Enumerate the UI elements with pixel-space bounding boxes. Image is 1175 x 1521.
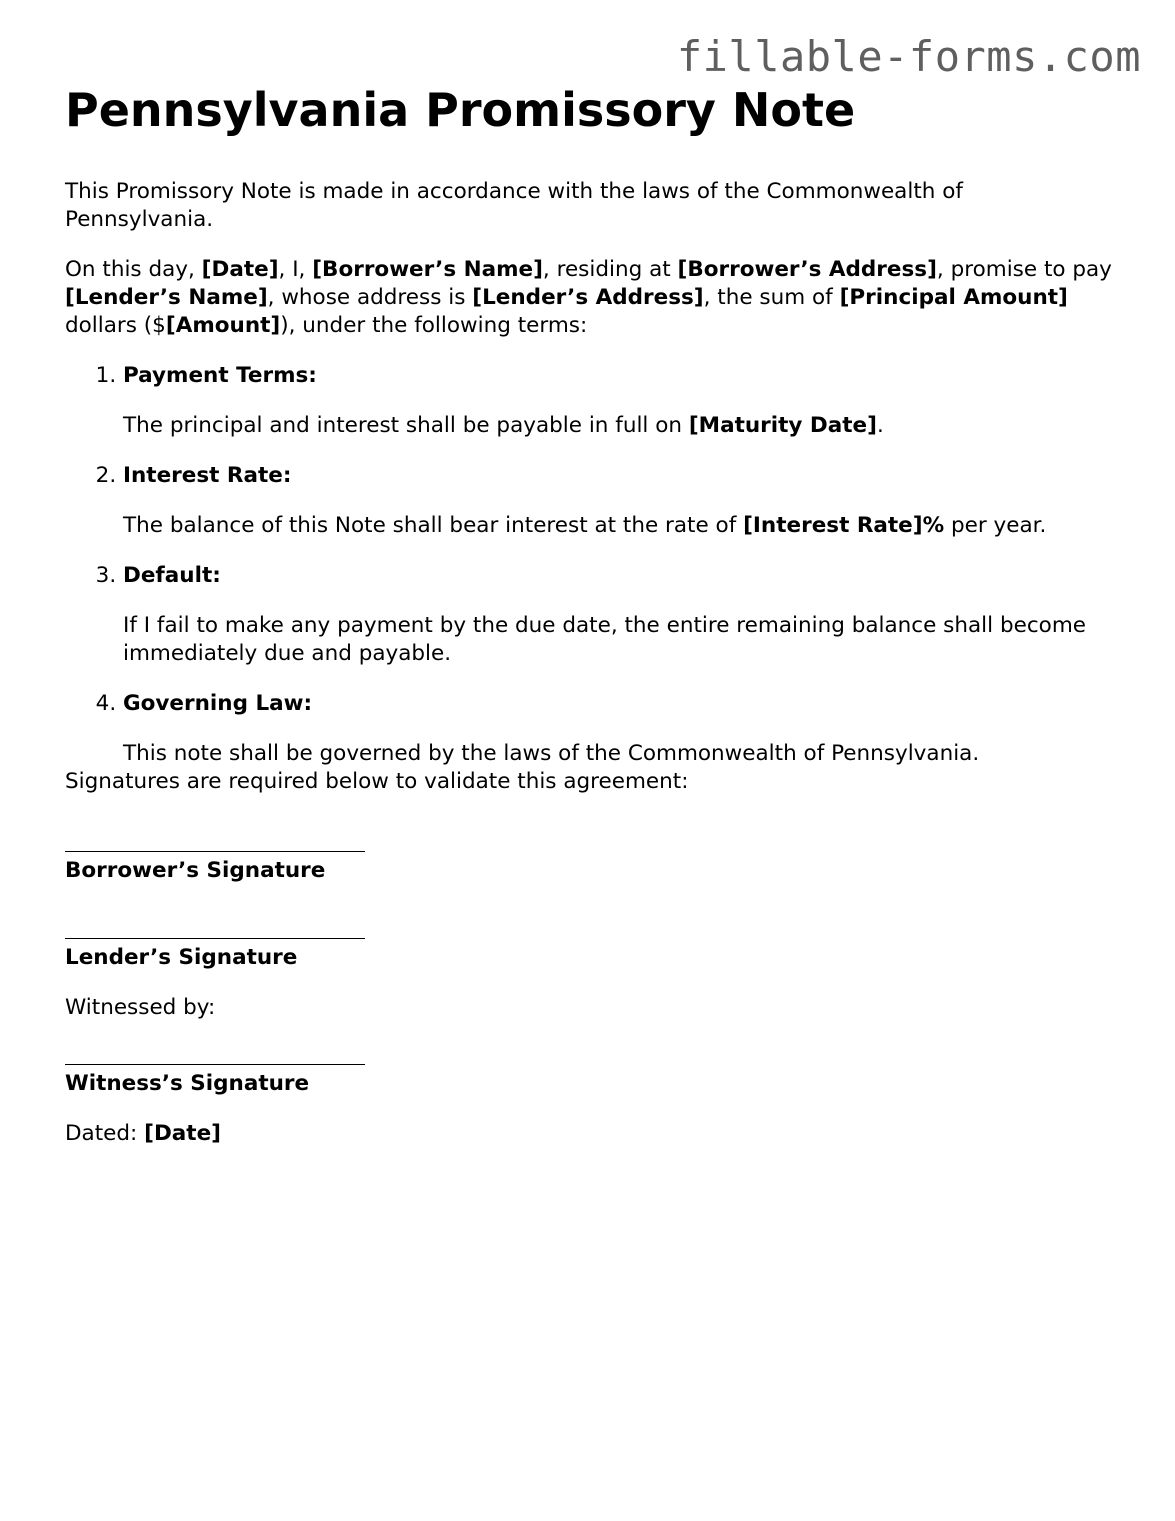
lender-signature-line[interactable]: [65, 918, 365, 939]
borrower-signature-line[interactable]: [65, 831, 365, 852]
document-title: Pennsylvania Promissory Note: [65, 83, 856, 137]
term-interest-rate: [123, 462, 1115, 540]
term-governing-law: [123, 690, 1115, 768]
terms-list: [65, 362, 1115, 768]
dated-line: Dated: [Date]: [65, 1121, 221, 1146]
term-title: 4. Governing Law:: [123, 691, 313, 716]
lender-signature-block: [65, 918, 1115, 972]
maturity-date-field: [Maturity Date]: [688, 413, 877, 438]
borrower-signature-label: Borrower’s Signature: [65, 858, 326, 883]
borrower-address-field: [Borrower’s Address]: [677, 257, 937, 282]
witness-signature-label: Witness’s Signature: [65, 1071, 310, 1096]
term-text: The principal and interest shall be payable in full on [Maturity Date].: [123, 413, 884, 438]
term-text: The balance of this Note shall bear interest at the rate of [Interest Rate]% per year.: [123, 513, 1047, 538]
term-title: 3. Default:: [123, 563, 221, 588]
witness-signature-block: [65, 1044, 1115, 1098]
dated-field: [Date]: [144, 1121, 221, 1146]
signatures-intro: Signatures are required below to validate this agreement:: [65, 769, 689, 794]
term-payment: [123, 362, 1115, 440]
interest-rate-field: [Interest Rate]%: [743, 513, 945, 538]
amount-field: [Amount]: [165, 313, 281, 338]
witnessed-by-label: Witnessed by:: [65, 995, 216, 1020]
lender-address-field: [Lender’s Address]: [472, 285, 704, 310]
principal-amount-field: [Principal Amount]: [839, 285, 1068, 310]
term-title: 1. Payment Terms:: [123, 363, 317, 388]
lender-name-field: [Lender’s Name]: [65, 285, 268, 310]
term-default: [123, 562, 1115, 668]
term-text: If I fail to make any payment by the due date, the entire remaining balance shall become immediately due and payable.: [123, 613, 1086, 666]
borrower-name-field: [Borrower’s Name]: [312, 257, 543, 282]
term-text: This note shall be governed by the laws of the Commonwealth of Pennsylvania.: [123, 741, 980, 766]
date-field: [Date]: [201, 257, 279, 282]
term-title: 2. Interest Rate:: [123, 463, 292, 488]
intro-paragraph: This Promissory Note is made in accordance with the laws of the Commonwealth of Pennsylvania.: [65, 179, 963, 232]
site-watermark: fillable-forms.com: [676, 32, 1141, 81]
lender-signature-label: Lender’s Signature: [65, 945, 298, 970]
witness-signature-line[interactable]: [65, 1044, 365, 1065]
borrower-signature-block: [65, 831, 1115, 885]
document-body: [65, 82, 1115, 1170]
agreement-paragraph: On this day, [Date], I, [Borrower’s Name], residing at [Borrower’s Address], promise to pay [Lender’s Name], whose address is [Lender’s Address], the sum of [Principal Amount] dollars ($[Amount]), under the following terms:: [65, 257, 1112, 338]
